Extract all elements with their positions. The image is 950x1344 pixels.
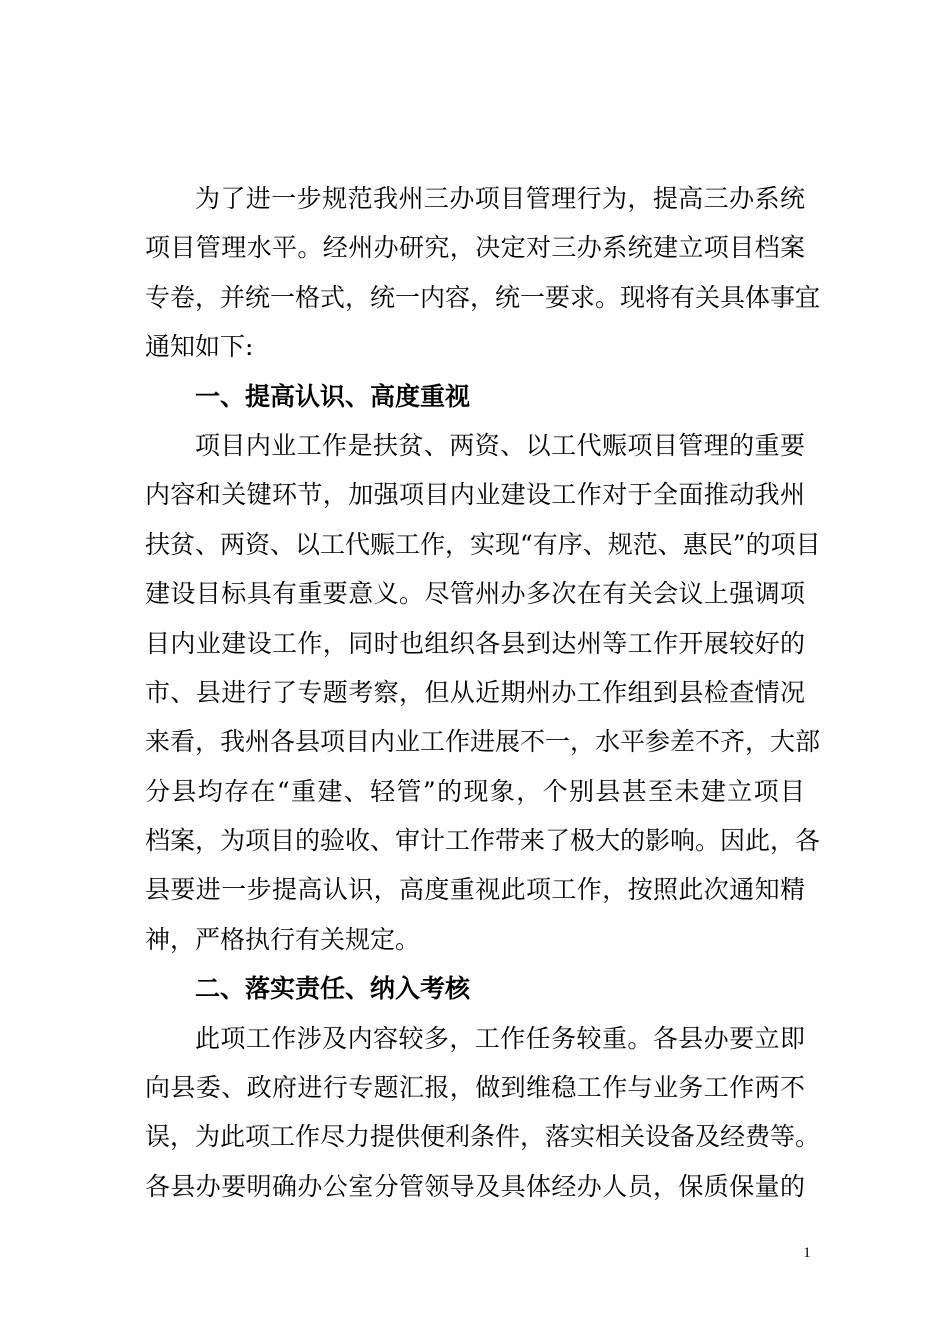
paragraph-2-line-4: 建设目标具有重要意义。尽管州办多次在有关会议上强调项 — [145, 579, 805, 609]
paragraph-2-line-9: 档案，为项目的验收、审计工作带来了极大的影响。因此，各 — [145, 826, 821, 856]
paragraph-2-line-8: 分县均存在“重建、轻管”的现象，个别县甚至未建立项目 — [145, 776, 805, 806]
paragraph-3-line-2: 向县委、政府进行专题汇报，做到维稳工作与业务工作两不 — [145, 1073, 805, 1103]
page-number: 1 — [803, 1245, 811, 1261]
paragraph-1-line-2: 项目管理水平。经州办研究，决定对三办系统建立项目档案 — [145, 233, 805, 263]
paragraph-2-line-10: 县要进一步提高认识，高度重视此项工作，按照此次通知精 — [145, 875, 805, 905]
paragraph-2-line-3: 扶贫、两资、以工代赈工作，实现“有序、规范、惠民”的项目 — [145, 529, 821, 559]
section-heading-1: 一、提高认识、高度重视 — [195, 381, 471, 411]
paragraph-3-line-3: 误，为此项工作尽力提供便利条件，落实相关设备及经费等。 — [145, 1122, 821, 1152]
paragraph-3-line-1: 此项工作涉及内容较多，工作任务较重。各县办要立即 — [195, 1023, 805, 1053]
document-body — [145, 174, 821, 1211]
paragraph-3-line-4: 各县办要明确办公室分管领导及具体经办人员，保质保量的 — [145, 1171, 805, 1201]
paragraph-2-line-2: 内容和关键环节，加强项目内业建设工作对于全面推动我州 — [145, 480, 805, 510]
paragraph-1-line-1: 为了进一步规范我州三办项目管理行为，提高三办系统 — [195, 184, 805, 213]
paragraph-2-line-7: 来看，我州各县项目内业工作进展不一，水平参差不齐，大部 — [145, 727, 821, 757]
paragraph-1-line-3: 专卷，并统一格式，统一内容，统一要求。现将有关具体事宜 — [145, 282, 821, 312]
section-heading-2: 二、落实责任、纳入考核 — [195, 974, 471, 1004]
paragraph-1-line-4: 通知如下: — [145, 332, 254, 362]
paragraph-2-line-1: 项目内业工作是扶贫、两资、以工代赈项目管理的重要 — [195, 430, 805, 460]
paragraph-2-line-6: 市、县进行了专题考察，但从近期州办工作组到县检查情况 — [145, 677, 805, 707]
paragraph-2-line-5: 目内业建设工作，同时也组织各县到达州等工作开展较好的 — [145, 628, 805, 658]
paragraph-2-line-11: 神，严格执行有关规定。 — [145, 924, 421, 954]
